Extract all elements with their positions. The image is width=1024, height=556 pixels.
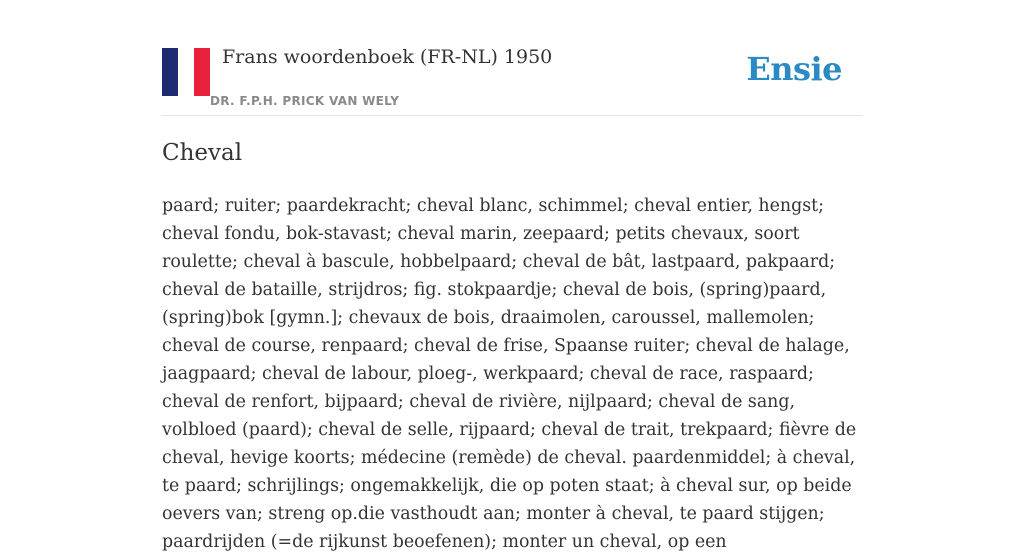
entry-headword: Cheval (162, 140, 243, 166)
entry-definition: paard; ruiter; paardekracht; cheval blanc, schimmel; cheval entier, hengst; cheval fondu, bok-stavast; cheval marin, zeepaard; petits chevaux, soort roulette; cheval à bascule, hobbelpaard; cheval de bât, lastpaard, pakpaard; cheval de bataille, strijdros; fig. stokpaardje; cheval de bois, (spring)paard, (spring)bok [gymn.]; chevaux de bois, draaimolen, caroussel, mallemolen; cheval de course, renpaard; cheval de frise, Spaanse ruiter; cheval de halage, jaagpaard; cheval de labour, ploeg-, werkpaard; cheval de race, raspaard; cheval de renfort, bijpaard; cheval de rivière, nijlpaard; cheval de sang, volbloed (paard); cheval de selle, rijpaard; cheval de trait, trekpaard; fièvre de cheval, hevige koorts; médecine (remède) de cheval. paardenmiddel; à cheval, te paard; schrijlings; ongemakkelijk, die op poten staat; à cheval sur, op beide oevers van; streng op.die vasthoudt aan; monter à cheval, te paard stijgen; paardrijden (=de rijkunst beoefenen); monter un cheval, op een (162, 196, 857, 552)
ensie-logo[interactable]: Ensie (746, 50, 842, 88)
dictionary-header (162, 40, 862, 116)
dictionary-author: DR. F.P.H. PRICK VAN WELY (210, 94, 400, 108)
flag-stripe-red (194, 48, 210, 96)
flag-stripe-white (178, 48, 194, 96)
dictionary-title[interactable]: Frans woordenboek (FR-NL) 1950 (222, 46, 553, 68)
france-flag-icon[interactable] (162, 48, 210, 96)
flag-stripe-blue (162, 48, 178, 96)
